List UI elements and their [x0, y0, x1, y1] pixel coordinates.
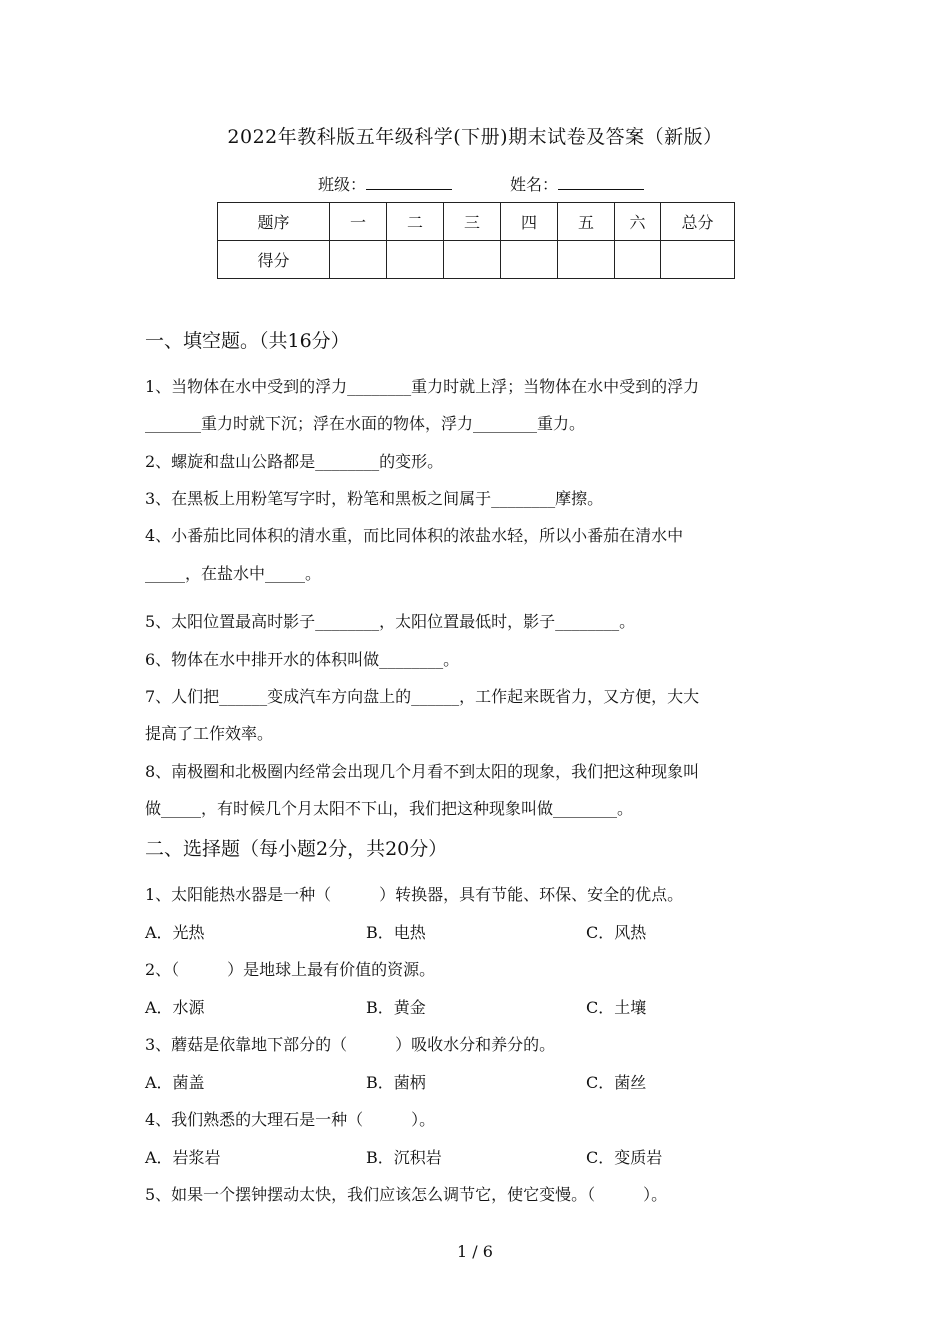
score-header-cell: 六: [615, 203, 661, 241]
student-info-line: [318, 172, 644, 195]
choice-question: 4、我们熟悉的大理石是一种（ ）。: [145, 1110, 436, 1129]
fill-blank-line: 7、人们把______变成汽车方向盘上的______，工作起来既省力，又方便，大大: [145, 687, 700, 706]
score-table: [217, 202, 735, 279]
name-label: 姓名：: [510, 175, 559, 194]
score-cell: [661, 241, 735, 279]
choice-option: C．菌丝: [586, 1073, 647, 1092]
score-header-cell: 总分: [661, 203, 735, 241]
score-table-header-row: [218, 203, 735, 241]
score-cell: [501, 241, 558, 279]
fill-blank-line: _______重力时就下沉；浮在水面的物体，浮力________重力。: [145, 414, 586, 433]
page-number: 1 / 6: [457, 1242, 493, 1261]
score-row-label: 得分: [218, 241, 330, 279]
choice-option: A．岩浆岩: [145, 1148, 221, 1167]
choice-option: A．光热: [145, 923, 205, 942]
choice-option: C．变质岩: [586, 1148, 663, 1167]
choice-option: B．沉积岩: [366, 1148, 442, 1167]
choice-question: 1、太阳能热水器是一种（ ）转换器，具有节能、环保、安全的优点。: [145, 885, 684, 904]
fill-blank-line: 6、物体在水中排开水的体积叫做________。: [145, 650, 460, 669]
fill-blank-line: 4、小番茄比同体积的清水重，而比同体积的浓盐水轻，所以小番茄在清水中: [145, 526, 684, 545]
score-header-cell: 一: [330, 203, 387, 241]
class-blank: [366, 175, 452, 190]
name-blank: [558, 175, 644, 190]
section2-heading: 二、选择题（每小题2分，共20分）: [145, 838, 448, 860]
fill-blank-line: 做_____，有时候几个月太阳不下山，我们把这种现象叫做________。: [145, 799, 634, 818]
fill-blank-line: 3、在黑板上用粉笔写字时，粉笔和黑板之间属于________摩擦。: [145, 489, 604, 508]
choice-option: B．电热: [366, 923, 426, 942]
score-cell: [444, 241, 501, 279]
class-label: 班级：: [318, 175, 367, 194]
score-cell: [615, 241, 661, 279]
choice-question: 2、（ ）是地球上最有价值的资源。: [145, 960, 436, 979]
choice-question: 3、蘑菇是依靠地下部分的（ ）吸收水分和养分的。: [145, 1035, 556, 1054]
score-cell: [387, 241, 444, 279]
section1-heading: 一、填空题。（共16分）: [145, 330, 350, 352]
score-header-cell: 五: [558, 203, 615, 241]
fill-blank-line: 提高了工作效率。: [145, 724, 274, 743]
choice-option: A．菌盖: [145, 1073, 205, 1092]
fill-blank-line: 5、太阳位置最高时影子________，太阳位置最低时，影子________。: [145, 612, 636, 631]
choice-option: C．土壤: [586, 998, 647, 1017]
choice-option: A．水源: [145, 998, 205, 1017]
choice-option: C．风热: [586, 923, 647, 942]
score-header-cell: 二: [387, 203, 444, 241]
choice-question: 5、如果一个摆钟摆动太快，我们应该怎么调节它，使它变慢。（ ）。: [145, 1185, 668, 1204]
score-cell: [330, 241, 387, 279]
fill-blank-line: _____，在盐水中_____。: [145, 564, 322, 583]
choice-option: B．黄金: [366, 998, 426, 1017]
fill-blank-line: 2、螺旋和盘山公路都是________的变形。: [145, 452, 444, 471]
choice-option: B．菌柄: [366, 1073, 426, 1092]
fill-blank-line: 1、当物体在水中受到的浮力________重力时就上浮；当物体在水中受到的浮力: [145, 377, 700, 396]
score-header-cell: 四: [501, 203, 558, 241]
score-table-score-row: [218, 241, 735, 279]
score-cell: [558, 241, 615, 279]
fill-blank-line: 8、南极圈和北极圈内经常会出现几个月看不到太阳的现象，我们把这种现象叫: [145, 762, 700, 781]
page-title: 2022年教科版五年级科学(下册)期末试卷及答案（新版）: [227, 126, 723, 148]
score-header-cell: 三: [444, 203, 501, 241]
score-header-cell: 题序: [218, 203, 330, 241]
